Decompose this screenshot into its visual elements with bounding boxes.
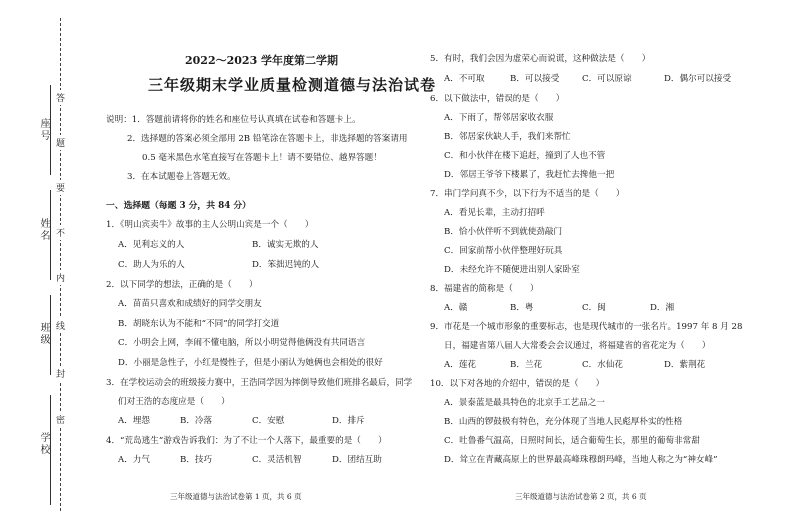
- question-stem: 7．串门学问真不少，以下行为不适当的是（ ）: [430, 189, 625, 199]
- option: A．赣: [444, 303, 468, 313]
- note-line: 2．选择题的答案必须全部用 2B 铅笔涂在答题卡上，非选择题的答案请用: [127, 134, 408, 144]
- option: D．团结互助: [332, 455, 382, 465]
- option: D．排斥: [332, 416, 365, 426]
- binding-margin: [0, 0, 78, 529]
- school-label: 学校: [38, 432, 49, 456]
- question-stem: 3．在学校运动会的班级接力赛中，王浩同学因为摔倒导致他们班排名最后，同学: [106, 378, 413, 388]
- name-underline: [50, 190, 51, 280]
- note-line: 3．在本试题卷上答题无效。: [127, 172, 236, 182]
- option: C．灵活机智: [252, 455, 302, 465]
- option: C．和小伙伴在楼下追赶，撞到了人也不管: [444, 151, 606, 161]
- seal-char: 题: [56, 135, 65, 150]
- option: D．紫荆花: [664, 360, 706, 370]
- page-footer-left: 三年级道德与法治试卷第 1 页，共 6 页: [170, 492, 302, 501]
- seat-underline: [50, 85, 51, 175]
- option: D．邻居王爷爷下楼累了，我赶忙去搀他一把: [444, 170, 615, 180]
- option: A．埋怨: [118, 416, 150, 426]
- question-stem: 4．“荒岛逃生”游戏告诉我们：为了不让一个人落下，最重要的是（ ）: [106, 436, 387, 446]
- school-underline: [50, 395, 51, 505]
- seat-label: 座号: [38, 118, 49, 142]
- option: A．不可取: [444, 74, 485, 84]
- option: A．莲花: [444, 360, 476, 370]
- seal-char: 答: [56, 90, 65, 105]
- seal-char: 不: [56, 225, 65, 240]
- question-stem: 8．福建省的简称是（ ）: [430, 284, 539, 294]
- option: B．兰花: [510, 360, 543, 370]
- option: C．可以原谅: [582, 74, 632, 84]
- option: B．诚实无欺的人: [252, 240, 319, 250]
- name-label: 姓名: [38, 218, 49, 242]
- class-underline: [50, 295, 51, 375]
- question-stem: 9．市花是一个城市形象的重要标志，也是现代城市的一张名片。1997 年 8 月 28: [430, 322, 743, 332]
- question-stem: 5．有时，我们会因为虚荣心而说谎，这种做法是（ ）: [430, 54, 651, 64]
- option: C．水仙花: [582, 360, 623, 370]
- note-line: 说明：1．答题前请将你的姓名和座位号认真填在试卷和答题卡上。: [106, 115, 361, 125]
- option: A．见利忘义的人: [118, 240, 185, 250]
- option: A．景泰蓝是最具特色的北京手工艺品之一: [444, 398, 605, 408]
- question-stem: 日，福建省第八届人大常委会会议通过，将福建省的省花定为（ ）: [444, 341, 711, 351]
- option: B．可以接受: [510, 74, 560, 84]
- option: C．安慰: [252, 416, 285, 426]
- option: C．助人为乐的人: [118, 260, 185, 270]
- option: A．苗苗只喜欢和成绩好的同学交朋友: [118, 299, 262, 309]
- option: C．小明会上网，李闹不懂电脑，所以小明觉得他俩没有共同语言: [118, 338, 366, 348]
- question-stem: 1．《明山宾卖牛》故事的主人公明山宾是一个（ ）: [106, 220, 314, 230]
- class-label: 班级: [38, 322, 49, 346]
- option: B．技巧: [180, 455, 213, 465]
- page-title: 三年级期末学业质量检测道德与法治试卷: [148, 76, 437, 94]
- option: D．耸立在青藏高原上的世界最高峰珠穆朗玛峰，当地人称之为“神女峰”: [444, 455, 718, 465]
- option: B．恰小伙伴听不到就使劲敲门: [444, 227, 563, 237]
- option: B．冷落: [180, 416, 213, 426]
- option: A．下雨了，帮邻居家收衣服: [444, 113, 554, 123]
- page-footer-right: 三年级道德与法治试卷第 2 页，共 6 页: [515, 492, 647, 501]
- option: D．未经允许不随便进出别人家卧室: [444, 265, 580, 275]
- seal-char: 线: [56, 318, 65, 333]
- option: D．湘: [650, 303, 675, 313]
- question-stem: 们对王浩的态度应是（ ）: [118, 397, 230, 407]
- note-line: 0.5 毫米黑色水笔直接写在答题卡上！请不要错位、越界答题！: [142, 153, 382, 163]
- question-stem: 2．以下同学的想法，正确的是（ ）: [106, 280, 258, 290]
- option: B．山西的锣鼓极有特色，充分体现了当地人民彪厚朴实的性格: [444, 417, 683, 427]
- option: D．偶尔可以接受: [664, 74, 732, 84]
- option: B．胡晓东认为不能和“不同”的同学打交道: [118, 319, 280, 329]
- option: C．闽: [582, 303, 606, 313]
- option: B．粤: [510, 303, 534, 313]
- seal-char: 密: [56, 412, 65, 427]
- option: C．吐鲁番气温高，日照时间长，适合葡萄生长，那里的葡萄非常甜: [444, 436, 700, 446]
- option: A．看见长辈，主动打招呼: [444, 208, 545, 218]
- option: B．邻居家伙缺人手，我们来帮忙: [444, 132, 571, 142]
- option: A．力气: [118, 455, 150, 465]
- question-stem: 10．以下对各地的介绍中，错误的是（ ）: [430, 379, 605, 389]
- question-stem: 6．以下做法中，错误的是（ ）: [430, 94, 565, 104]
- option: D．小丽是急性子，小红是慢性子，但是小丽认为她俩也会相处的很好: [118, 358, 383, 368]
- seal-char: 封: [56, 366, 65, 381]
- option: C．回家前帮小伙伴整理好玩具: [444, 246, 563, 256]
- option: D．笨拙迟钝的人: [252, 260, 320, 270]
- seal-char: 内: [56, 270, 65, 285]
- term-heading: 2022～2023 学年度第二学期: [185, 54, 339, 67]
- seal-char: 要: [56, 180, 65, 195]
- section-heading: 一、选择题（每题 3 分，共 84 分）: [106, 201, 251, 211]
